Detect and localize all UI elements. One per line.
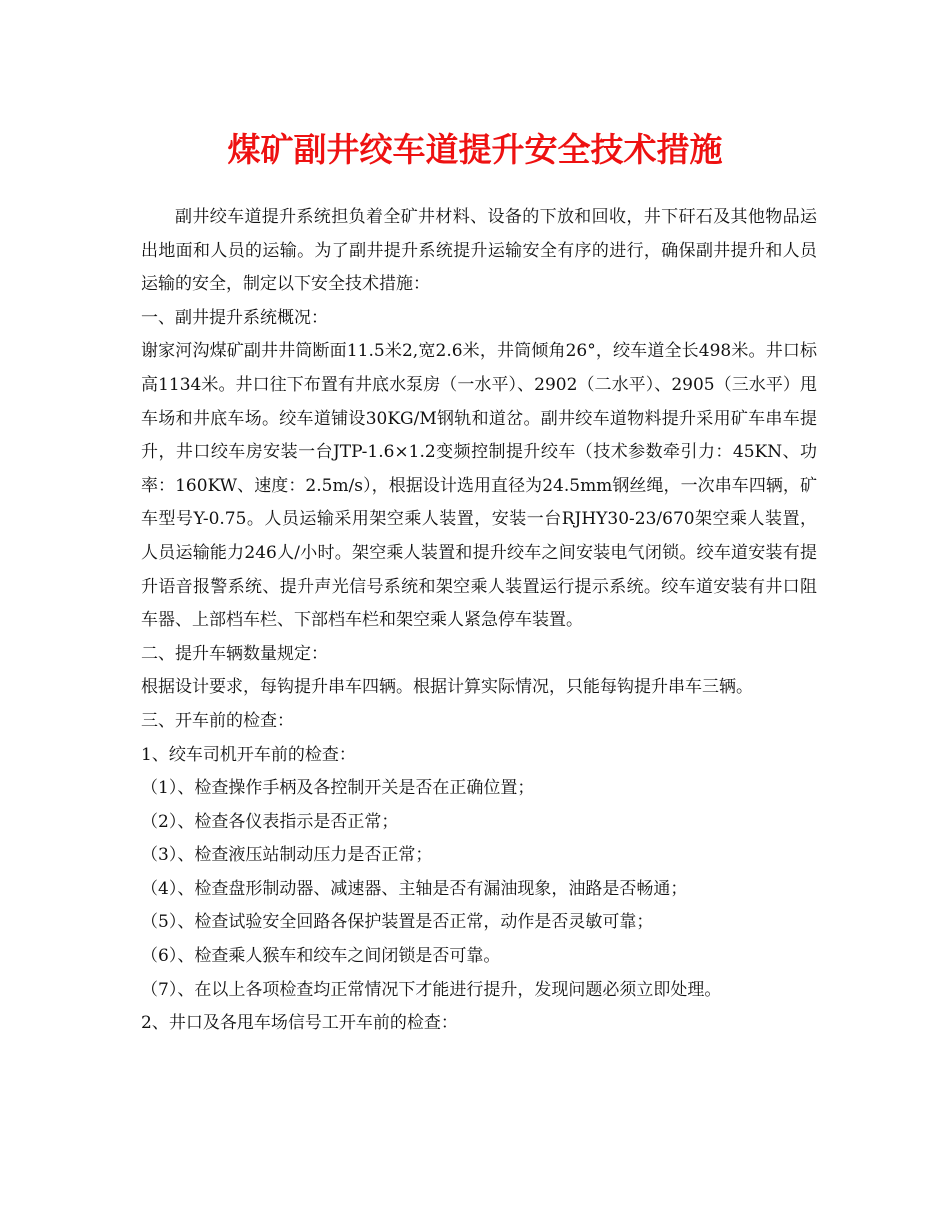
- document-title: 煤矿副井绞车道提升安全技术措施: [227, 130, 723, 169]
- check-item: （5）、检查试验安全回路各保护装置是否正常，动作是否灵敏可靠；: [141, 912, 654, 933]
- check-item: （3）、检查液压站制动压力是否正常；: [141, 845, 433, 866]
- subsection-heading-driver-check: 1、绞车司机开车前的检查：: [141, 744, 356, 765]
- section-heading-overview: 一、副井提升系统概况：: [141, 307, 328, 328]
- section-heading-vehicle-count: 二、提升车辆数量规定：: [141, 643, 328, 664]
- section-heading-pre-start-check: 三、开车前的检查：: [141, 710, 294, 731]
- vehicle-count-paragraph: 根据设计要求，每钩提升串车四辆。根据计算实际情况，只能每钩提升串车三辆。: [141, 677, 753, 698]
- check-item: （7）、在以上各项检查均正常情况下才能进行提升，发现问题必须立即处理。: [141, 979, 722, 1000]
- check-item: （1）、检查操作手柄及各控制开关是否在正确位置；: [141, 778, 535, 799]
- document-body: [141, 201, 817, 1041]
- check-item: （4）、检查盘形制动器、减速器、主轴是否有漏油现象，油路是否畅通；: [141, 878, 688, 899]
- check-item: （6）、检查乘人猴车和绞车之间闭锁是否可靠。: [141, 946, 501, 967]
- subsection-heading-signal-check: 2、井口及各甩车场信号工开车前的检查：: [141, 1013, 458, 1034]
- overview-paragraph: 谢家河沟煤矿副井井筒断面11.5米2,宽2.6米，井筒倾角26°，绞车道全长498米。井口标高1134米。井口往下布置有井底水泵房（一水平）、2902（二水平）、2905（三水平）甩车场和井底车场。绞车道铺设30KG/M钢轨和道岔。副井绞车道物料提升采用矿车串车提升，井口绞车房安装一台JTP-1.6×1.2变频控制提升绞车（技术参数牵引力：45KN、功率：160KW、速度：2.5m/s），根据设计选用直径为24.5mm钢丝绳，一次串车四辆，矿车型号Y-0.75。人员运输采用架空乘人装置，安装一台RJHY30-23/670架空乘人装置，人员运输能力246人/小时。架空乘人装置和提升绞车之间安装电气闭锁。绞车道安装有提升语音报警系统、提升声光信号系统和架空乘人装置运行提示系统。绞车道安装有井口阻车器、上部档车栏、下部档车栏和架空乘人紧急停车装置。: [141, 341, 817, 631]
- intro-paragraph: 副井绞车道提升系统担负着全矿井材料、设备的下放和回收，井下矸石及其他物品运出地面和人员的运输。为了副井提升系统提升运输安全有序的进行，确保副井提升和人员运输的安全，制定以下安全技术措施：: [141, 207, 817, 295]
- check-item: （2）、检查各仪表指示是否正常；: [141, 811, 399, 832]
